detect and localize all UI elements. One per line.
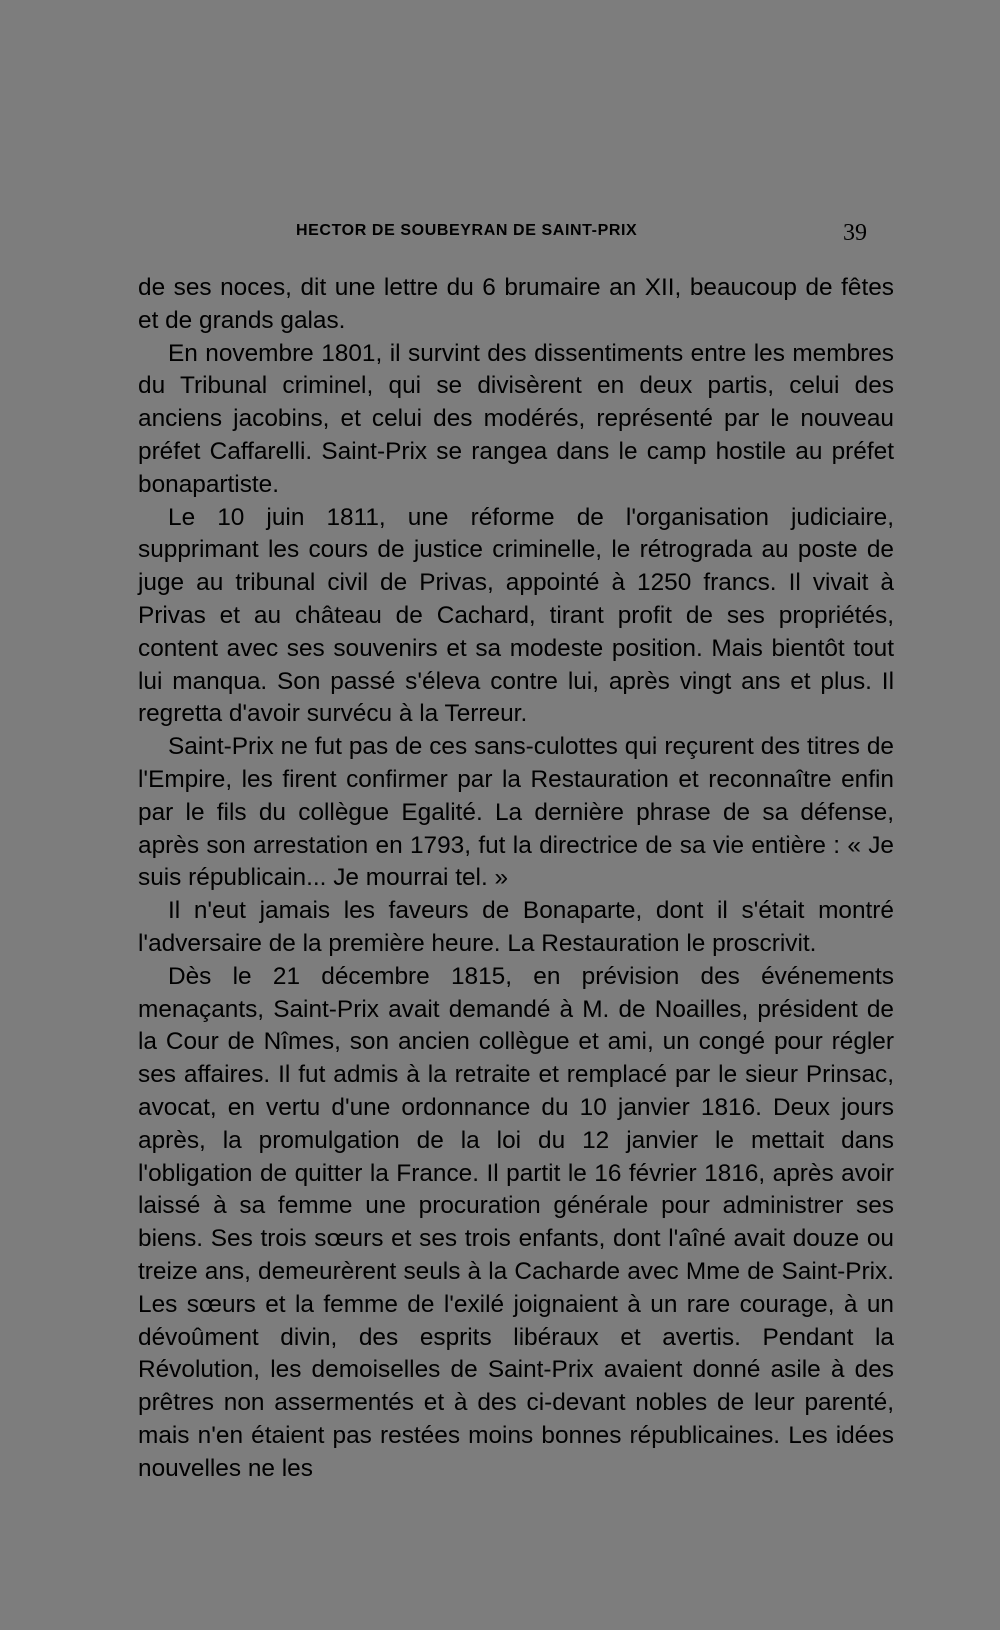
paragraph: Il n'eut jamais les faveurs de Bonaparte, dont il s'était montré l'adversaire de la première heure. La Restauration le proscrivit. — [138, 897, 894, 957]
paragraph: Dès le 21 décembre 1815, en prévision des événements menaçants, Saint-Prix avait demandé à M. de Noailles, président de la Cour de Nîmes, son ancien collègue et ami, un congé pour régler ses affaires. Il fut admis à la retraite et remplacé par le sieur Prinsac, avocat, en vertu d'une ordonnance du 10 janvier 1816. Deux jours après, la promulgation de la loi du 12 janvier le mettait dans l'obligation de quitter la France. Il partit le 16 février 1816, après avoir laissé à sa femme une procuration générale pour administrer ses biens. Ses trois sœurs et ses trois enfants, dont l'aîné avait douze ou treize ans, demeurèrent seuls à la Cacharde avec Mme de Saint-Prix. Les sœurs et la femme de l'exilé joignaient à un rare courage, à un dévoûment divin, des esprits libéraux et avertis. Pendant la Révolution, les demoiselles de Saint-Prix avaient donné asile à des prêtres non assermentés et à des ci-devant nobles de leur parenté, mais n'en étaient pas restées moins bonnes républicaines. Les idées nouvelles ne les — [138, 962, 894, 1482]
body-text — [138, 272, 894, 1485]
paragraph: Le 10 juin 1811, une réforme de l'organisation judiciaire, supprimant les cours de justice criminelle, le rétrograda au poste de juge au tribunal civil de Privas, appointé à 1250 francs. Il vivait à Privas et au château de Cachard, tirant profit de ses propriétés, content avec ses souvenirs et sa modeste position. Mais bientôt tout lui manqua. Son passé s'éleva contre lui, après vingt ans et plus. Il regretta d'avoir survécu à la Terreur. — [138, 503, 894, 728]
paragraph: Saint-Prix ne fut pas de ces sans-culottes qui reçurent des titres de l'Empire, les firent confirmer par la Restauration et reconnaître enfin par le fils du collègue Egalité. La dernière phrase de sa défense, après son arrestation en 1793, fut la directrice de sa vie entière : « Je suis républicain... Je mourrai tel. » — [138, 733, 894, 892]
paragraph-continued: de ses noces, dit une lettre du 6 brumaire an XII, beaucoup de fêtes et de grands galas. — [138, 274, 894, 334]
paragraph: En novembre 1801, il survint des dissentiments entre les membres du Tribunal criminel, qui se divisèrent en deux partis, celui des anciens jacobins, et celui des modérés, représenté par le nouveau préfet Caffarelli. Saint-Prix se rangea dans le camp hostile au préfet bonapartiste. — [138, 339, 894, 498]
running-title: HECTOR DE SOUBEYRAN DE SAINT-PRIX — [296, 222, 638, 239]
page-number: 39 — [843, 220, 867, 246]
